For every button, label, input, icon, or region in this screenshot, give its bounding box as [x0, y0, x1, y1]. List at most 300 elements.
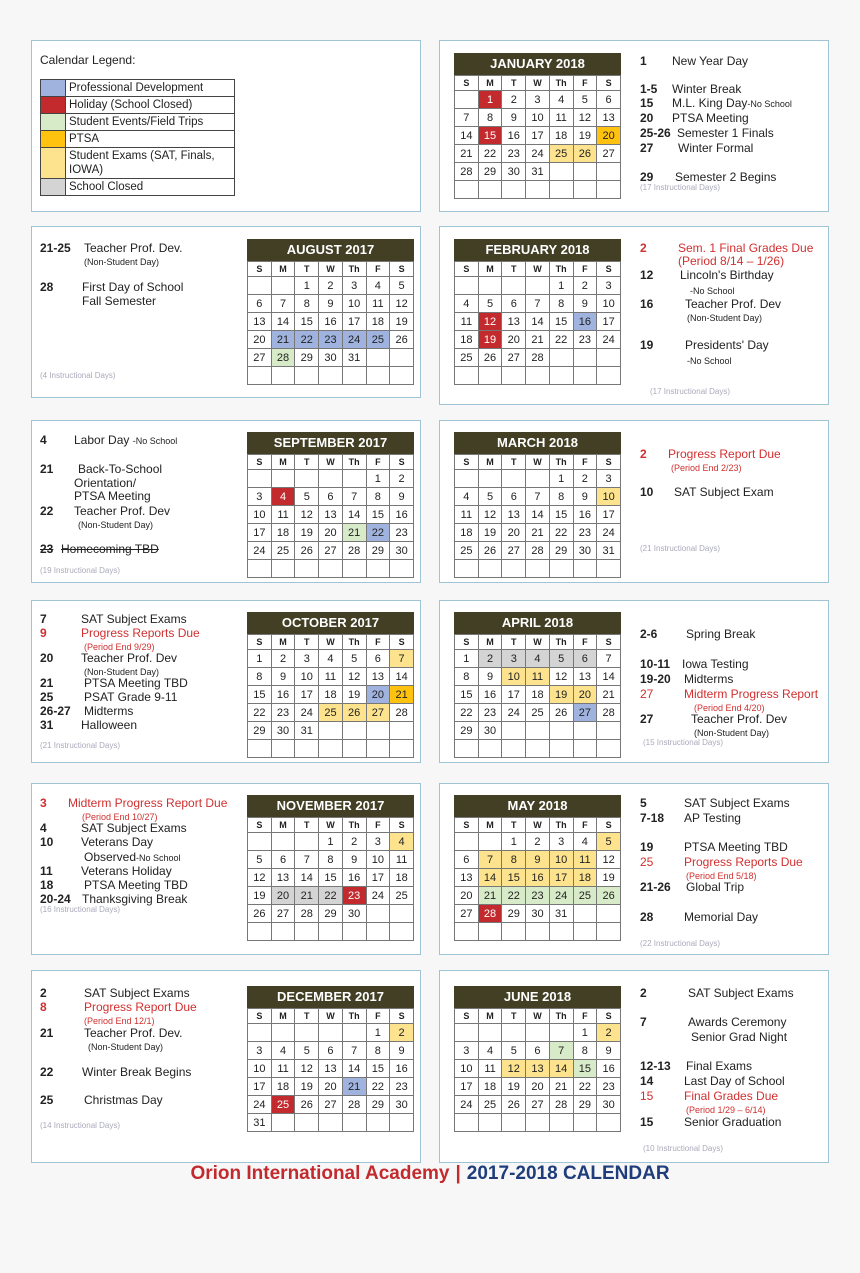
- empty-cell: [295, 560, 319, 578]
- day-cell: 25: [455, 542, 479, 560]
- day-cell: 26: [573, 145, 597, 163]
- day-cell: 15: [502, 869, 526, 887]
- day-cell: 16: [271, 686, 295, 704]
- empty-cell: [502, 1024, 526, 1042]
- week-row: [455, 295, 621, 313]
- week-row: [455, 1042, 621, 1060]
- empty-cell: [478, 181, 502, 199]
- day-cell: 26: [295, 542, 319, 560]
- weekday-header: M: [271, 1009, 295, 1024]
- day-cell: 24: [526, 145, 550, 163]
- day-cell: 14: [526, 313, 550, 331]
- day-cell: 24: [597, 524, 621, 542]
- weekday-header: T: [295, 1009, 319, 1024]
- day-cell: 16: [526, 869, 550, 887]
- day-cell: 12: [295, 506, 319, 524]
- day-cell: 18: [478, 1078, 502, 1096]
- day-cell: 28: [390, 704, 414, 722]
- day-cell: 17: [455, 1078, 479, 1096]
- day-cell: 25: [271, 542, 295, 560]
- week-row: [455, 277, 621, 295]
- weekday-header: W: [526, 76, 550, 91]
- week-row: [248, 560, 414, 578]
- day-cell: 9: [342, 851, 366, 869]
- day-cell: 29: [478, 163, 502, 181]
- day-cell: 6: [502, 488, 526, 506]
- calendar-november: [247, 795, 414, 941]
- day-cell: 13: [319, 1060, 343, 1078]
- empty-cell: [526, 181, 550, 199]
- day-cell: 22: [455, 704, 479, 722]
- legend-item: PTSA: [41, 131, 235, 148]
- week-row: [455, 668, 621, 686]
- calendar-march: [454, 432, 621, 578]
- day-cell: 16: [390, 1060, 414, 1078]
- empty-cell: [248, 367, 272, 385]
- day-cell: 18: [549, 127, 573, 145]
- weekday-header: S: [390, 818, 414, 833]
- day-cell: 20: [319, 1078, 343, 1096]
- day-cell: 14: [526, 506, 550, 524]
- panel-january: JANUARY 2018 S M T W Th F S 1 2 3 4 5 6 7 8 9 10 11 12 13 14 15 16 17 18 19 20 21 22 23 24 25 26 27 28 29 30 31 1 New Year Day 1-5 Winter Break 15 M.L. King Day-No School 20 PTSA Meeting 25-26 Semester 1 Finals 27 Winter Formal 29 Semester 2 Begins (17 Instructional Days): [439, 40, 829, 212]
- empty-cell: [478, 367, 502, 385]
- day-cell: 27: [319, 1096, 343, 1114]
- day-cell: 31: [597, 542, 621, 560]
- day-cell: 14: [549, 1060, 573, 1078]
- day-cell: 20: [319, 524, 343, 542]
- day-cell: 19: [295, 1078, 319, 1096]
- day-cell: 24: [455, 1096, 479, 1114]
- week-row: [248, 506, 414, 524]
- week-row: [455, 506, 621, 524]
- weekday-header: M: [271, 262, 295, 277]
- day-cell: 3: [366, 833, 390, 851]
- empty-cell: [478, 277, 502, 295]
- day-cell: 10: [295, 668, 319, 686]
- weekday-header: W: [319, 818, 343, 833]
- month-title: APRIL 2018: [454, 612, 621, 634]
- weekday-header: W: [526, 635, 550, 650]
- week-row: [455, 1060, 621, 1078]
- weekday-header: S: [597, 455, 621, 470]
- day-cell: 15: [366, 1060, 390, 1078]
- day-cell: 20: [455, 887, 479, 905]
- day-cell: 10: [597, 295, 621, 313]
- day-cell: 12: [478, 506, 502, 524]
- day-cell: 10: [597, 488, 621, 506]
- empty-cell: [366, 722, 390, 740]
- day-cell: 10: [248, 506, 272, 524]
- weekday-header: Th: [342, 818, 366, 833]
- panel-november: 3 Midterm Progress Report Due (Period End 10/27) 4 SAT Subject Exams 10 Veterans Day Observed-No School 11 Veterans Holiday 18 PTSA Meeting TBD 20-24 Thanksgiving Break (16 Instructional Days) NOVEMBER 2017 S M T W Th F S 1 2 3 4 5 6 7 8 9 10 11 12 13 14 15 16 17 18 19 20 21 22 23 24 25 26 27 28 29 30: [31, 783, 421, 955]
- weekday-header: W: [526, 262, 550, 277]
- week-row: [248, 668, 414, 686]
- empty-cell: [455, 367, 479, 385]
- week-row: [248, 331, 414, 349]
- month-grid: [454, 1008, 621, 1132]
- empty-cell: [502, 740, 526, 758]
- month-grid: [454, 817, 621, 941]
- week-row: [455, 524, 621, 542]
- empty-cell: [366, 1114, 390, 1132]
- panel-august: 21-25 Teacher Prof. Dev. (Non-Student Day) 28 First Day of School Fall Semester (4 Instructional Days) AUGUST 2017 S M T W Th F S 1 2 3 4 5 6 7 8 9 10 11 12 13 14 15 16 17 18 19 20 21 22 23 24 25 26 27 28 29 30 31: [31, 226, 421, 398]
- empty-cell: [549, 1024, 573, 1042]
- day-cell: 20: [502, 331, 526, 349]
- day-cell: 30: [573, 542, 597, 560]
- empty-cell: [597, 1114, 621, 1132]
- day-cell: 27: [319, 542, 343, 560]
- day-cell: 21: [549, 1078, 573, 1096]
- empty-cell: [573, 1114, 597, 1132]
- day-cell: 1: [502, 833, 526, 851]
- empty-cell: [502, 560, 526, 578]
- day-cell: 14: [295, 869, 319, 887]
- legend-swatch-orange: [41, 131, 66, 148]
- empty-cell: [390, 740, 414, 758]
- day-cell: 8: [573, 1042, 597, 1060]
- legend-title: Calendar Legend:: [40, 53, 136, 67]
- day-cell: 12: [390, 295, 414, 313]
- day-cell: 22: [248, 704, 272, 722]
- week-row: [248, 524, 414, 542]
- week-row: [455, 145, 621, 163]
- day-cell: 25: [478, 1096, 502, 1114]
- weekday-header: W: [526, 818, 550, 833]
- day-cell: 9: [573, 488, 597, 506]
- day-cell: 22: [366, 524, 390, 542]
- week-row: [455, 686, 621, 704]
- day-cell: 14: [455, 127, 479, 145]
- day-cell: 18: [271, 524, 295, 542]
- month-title: JANUARY 2018: [454, 53, 621, 75]
- month-grid: [247, 1008, 414, 1132]
- empty-cell: [271, 367, 295, 385]
- day-cell: 29: [366, 1096, 390, 1114]
- day-cell: 23: [271, 704, 295, 722]
- day-cell: 3: [597, 470, 621, 488]
- day-cell: 9: [478, 668, 502, 686]
- empty-cell: [295, 1024, 319, 1042]
- weekday-header: W: [526, 455, 550, 470]
- empty-cell: [573, 181, 597, 199]
- day-cell: 7: [342, 1042, 366, 1060]
- day-cell: 8: [295, 295, 319, 313]
- weekday-header: F: [366, 635, 390, 650]
- week-row: [248, 1096, 414, 1114]
- day-cell: 24: [366, 887, 390, 905]
- legend-swatch-red: [41, 97, 66, 114]
- day-cell: 25: [366, 331, 390, 349]
- day-cell: 31: [295, 722, 319, 740]
- day-cell: 2: [390, 1024, 414, 1042]
- empty-cell: [478, 740, 502, 758]
- legend-item: Student Exams (SAT, Finals, IOWA): [41, 148, 235, 179]
- empty-cell: [526, 722, 550, 740]
- week-row: [455, 91, 621, 109]
- day-cell: 13: [271, 869, 295, 887]
- weekday-header: S: [248, 1009, 272, 1024]
- month-grid: [454, 75, 621, 199]
- empty-cell: [597, 367, 621, 385]
- day-cell: 27: [526, 1096, 550, 1114]
- day-cell: 23: [342, 887, 366, 905]
- day-cell: 5: [342, 650, 366, 668]
- day-cell: 27: [573, 704, 597, 722]
- weekday-header: F: [366, 1009, 390, 1024]
- weekday-header: F: [573, 262, 597, 277]
- day-cell: 7: [271, 295, 295, 313]
- empty-cell: [478, 1114, 502, 1132]
- day-cell: 15: [455, 686, 479, 704]
- day-cell: 14: [390, 668, 414, 686]
- weekday-header: F: [573, 455, 597, 470]
- empty-cell: [455, 181, 479, 199]
- day-cell: 9: [526, 851, 550, 869]
- weekday-header: F: [573, 635, 597, 650]
- weekday-header: W: [526, 1009, 550, 1024]
- empty-cell: [342, 470, 366, 488]
- empty-cell: [526, 470, 550, 488]
- panel-september: 4 Labor Day -No School 21 Back-To-School Orientation/ PTSA Meeting 22 Teacher Prof. Dev (Non-Student Day) 23 Homecoming TBD (19 Instructional Days) SEPTEMBER 2017 S M T W Th F S 1 2 3 4 5 6 7 8 9 10 11 12 13 14 15 16 17 18 19 20 21 22 23 24 25 26 27 28 29 30: [31, 420, 421, 583]
- day-cell: 19: [295, 524, 319, 542]
- empty-cell: [271, 1024, 295, 1042]
- legend-panel: [31, 40, 421, 212]
- day-cell: 6: [248, 295, 272, 313]
- empty-cell: [366, 740, 390, 758]
- empty-cell: [597, 923, 621, 941]
- day-cell: 22: [478, 145, 502, 163]
- panel-december: 2 SAT Subject Exams 8 Progress Report Due (Period End 12/1) 21 Teacher Prof. Dev. (Non-Student Day) 22 Winter Break Begins 25 Christmas Day (14 Instructional Days) DECEMBER 2017 S M T W Th F S 1 2 3 4 5 6 7 8 9 10 11 12 13 14 15 16 17 18 19 20 21 22 23 24 25 26 27 28 29 30 31: [31, 970, 421, 1163]
- day-cell: 29: [455, 722, 479, 740]
- empty-cell: [597, 722, 621, 740]
- day-cell: 19: [248, 887, 272, 905]
- weekday-header: W: [319, 635, 343, 650]
- day-cell: 26: [295, 1096, 319, 1114]
- day-cell: 10: [248, 1060, 272, 1078]
- empty-cell: [295, 740, 319, 758]
- empty-cell: [526, 740, 550, 758]
- day-cell: 6: [597, 91, 621, 109]
- day-cell: 9: [390, 1042, 414, 1060]
- calendar-december: [247, 986, 414, 1132]
- empty-cell: [526, 1024, 550, 1042]
- week-row: [455, 127, 621, 145]
- day-cell: 23: [390, 524, 414, 542]
- day-cell: 9: [319, 295, 343, 313]
- empty-cell: [342, 740, 366, 758]
- weekday-header: S: [597, 635, 621, 650]
- day-cell: 21: [597, 686, 621, 704]
- day-cell: 18: [455, 524, 479, 542]
- day-cell: 15: [248, 686, 272, 704]
- day-cell: 19: [597, 869, 621, 887]
- day-cell: 12: [502, 1060, 526, 1078]
- day-cell: 2: [502, 91, 526, 109]
- weekday-header: Th: [342, 635, 366, 650]
- empty-cell: [597, 181, 621, 199]
- day-cell: 2: [573, 277, 597, 295]
- week-row: [248, 887, 414, 905]
- day-cell: 19: [478, 524, 502, 542]
- legend-table: [40, 79, 235, 196]
- day-cell: 4: [271, 488, 295, 506]
- calendar-may: [454, 795, 621, 941]
- weekday-header: F: [366, 262, 390, 277]
- week-row: [248, 923, 414, 941]
- panel-may: MAY 2018 S M T W Th F S 1 2 3 4 5 6 7 8 9 10 11 12 13 14 15 16 17 18 19 20 21 22 23 24 25 26 27 28 29 30 31 5 SAT Subject Exams 7-18 AP Testing 19 PTSA Meeting TBD 25 Progress Reports Due (Period End 5/18) 21-26 Global Trip 28 Memorial Day (22 Instructional Days): [439, 783, 829, 955]
- weekday-header: S: [597, 262, 621, 277]
- month-title: DECEMBER 2017: [247, 986, 414, 1008]
- day-cell: 9: [390, 488, 414, 506]
- weekday-header: S: [597, 76, 621, 91]
- day-cell: 15: [295, 313, 319, 331]
- day-cell: 30: [502, 163, 526, 181]
- weekday-header: T: [502, 262, 526, 277]
- empty-cell: [271, 833, 295, 851]
- day-cell: 16: [502, 127, 526, 145]
- empty-cell: [295, 923, 319, 941]
- week-row: [455, 1114, 621, 1132]
- empty-cell: [366, 349, 390, 367]
- day-cell: 28: [342, 1096, 366, 1114]
- calendar-june: [454, 986, 621, 1132]
- day-cell: 7: [597, 650, 621, 668]
- weekday-header: T: [295, 818, 319, 833]
- day-cell: 31: [549, 905, 573, 923]
- month-grid: [247, 634, 414, 758]
- day-cell: 15: [319, 869, 343, 887]
- day-cell: 11: [455, 313, 479, 331]
- day-cell: 21: [295, 887, 319, 905]
- day-cell: 10: [502, 668, 526, 686]
- weekday-header: Th: [549, 1009, 573, 1024]
- month-title: SEPTEMBER 2017: [247, 432, 414, 454]
- empty-cell: [342, 560, 366, 578]
- week-row: [455, 488, 621, 506]
- day-cell: 13: [502, 506, 526, 524]
- day-cell: 4: [573, 833, 597, 851]
- day-cell: 11: [549, 109, 573, 127]
- day-cell: 4: [366, 277, 390, 295]
- day-cell: 27: [248, 349, 272, 367]
- panel-june: JUNE 2018 S M T W Th F S 1 2 3 4 5 6 7 8 9 10 11 12 13 14 15 16 17 18 19 20 21 22 23 24 25 26 27 28 29 30 2 SAT Subject Exams 7 Awards Ceremony Senior Grad Night 12-13 Final Exams 14 Last Day of School 15 Final Grades Due (Period 1/29 – 6/14) 15 Senior Graduation (10 Instructional Days): [439, 970, 829, 1163]
- empty-cell: [271, 470, 295, 488]
- day-cell: 15: [549, 313, 573, 331]
- day-cell: 4: [271, 1042, 295, 1060]
- weekday-header: T: [295, 262, 319, 277]
- weekday-header: Th: [342, 455, 366, 470]
- day-cell: 12: [478, 313, 502, 331]
- legend-item: Holiday (School Closed): [41, 97, 235, 114]
- empty-cell: [549, 163, 573, 181]
- empty-cell: [319, 722, 343, 740]
- empty-cell: [295, 470, 319, 488]
- day-cell: 16: [478, 686, 502, 704]
- weekday-header: Th: [549, 818, 573, 833]
- weekday-header: T: [502, 818, 526, 833]
- day-cell: 4: [455, 295, 479, 313]
- weekday-header: S: [455, 1009, 479, 1024]
- day-cell: 7: [342, 488, 366, 506]
- day-cell: 22: [366, 1078, 390, 1096]
- week-row: [248, 722, 414, 740]
- legend-item: Student Events/Field Trips: [41, 114, 235, 131]
- weekday-header: T: [502, 76, 526, 91]
- day-cell: 18: [319, 686, 343, 704]
- day-cell: 26: [597, 887, 621, 905]
- day-cell: 25: [319, 704, 343, 722]
- empty-cell: [478, 1024, 502, 1042]
- day-cell: 2: [390, 470, 414, 488]
- day-cell: 7: [549, 1042, 573, 1060]
- month-title: OCTOBER 2017: [247, 612, 414, 634]
- legend-item: Professional Development: [41, 80, 235, 97]
- day-cell: 15: [366, 506, 390, 524]
- day-cell: 7: [478, 851, 502, 869]
- day-cell: 21: [455, 145, 479, 163]
- day-cell: 22: [502, 887, 526, 905]
- day-cell: 28: [597, 704, 621, 722]
- week-row: [455, 905, 621, 923]
- week-row: [455, 560, 621, 578]
- empty-cell: [455, 91, 479, 109]
- week-row: [248, 542, 414, 560]
- weekday-header: T: [502, 1009, 526, 1024]
- day-cell: 3: [248, 1042, 272, 1060]
- day-cell: 18: [271, 1078, 295, 1096]
- day-cell: 22: [295, 331, 319, 349]
- month-title: NOVEMBER 2017: [247, 795, 414, 817]
- day-cell: 17: [597, 506, 621, 524]
- day-cell: 28: [342, 542, 366, 560]
- week-row: [248, 1114, 414, 1132]
- day-cell: 12: [549, 668, 573, 686]
- weekday-header: W: [319, 1009, 343, 1024]
- empty-cell: [295, 367, 319, 385]
- empty-cell: [390, 367, 414, 385]
- weekday-header: F: [573, 818, 597, 833]
- empty-cell: [526, 277, 550, 295]
- day-cell: 17: [248, 524, 272, 542]
- empty-cell: [248, 277, 272, 295]
- day-cell: 29: [366, 542, 390, 560]
- weekday-header: F: [573, 76, 597, 91]
- day-cell: 22: [549, 331, 573, 349]
- day-cell: 24: [342, 331, 366, 349]
- day-cell: 9: [597, 1042, 621, 1060]
- week-row: [455, 313, 621, 331]
- empty-cell: [526, 923, 550, 941]
- week-row: [455, 1078, 621, 1096]
- day-cell: 9: [271, 668, 295, 686]
- empty-cell: [319, 740, 343, 758]
- day-cell: 22: [573, 1078, 597, 1096]
- day-cell: 8: [549, 488, 573, 506]
- week-row: [455, 851, 621, 869]
- weekday-header: F: [573, 1009, 597, 1024]
- day-cell: 1: [549, 277, 573, 295]
- weekday-header: M: [478, 1009, 502, 1024]
- weekday-header: Th: [342, 1009, 366, 1024]
- empty-cell: [271, 277, 295, 295]
- empty-cell: [573, 905, 597, 923]
- day-cell: 30: [342, 905, 366, 923]
- empty-cell: [271, 1114, 295, 1132]
- empty-cell: [319, 367, 343, 385]
- day-cell: 20: [248, 331, 272, 349]
- day-cell: 12: [248, 869, 272, 887]
- weekday-header: M: [478, 635, 502, 650]
